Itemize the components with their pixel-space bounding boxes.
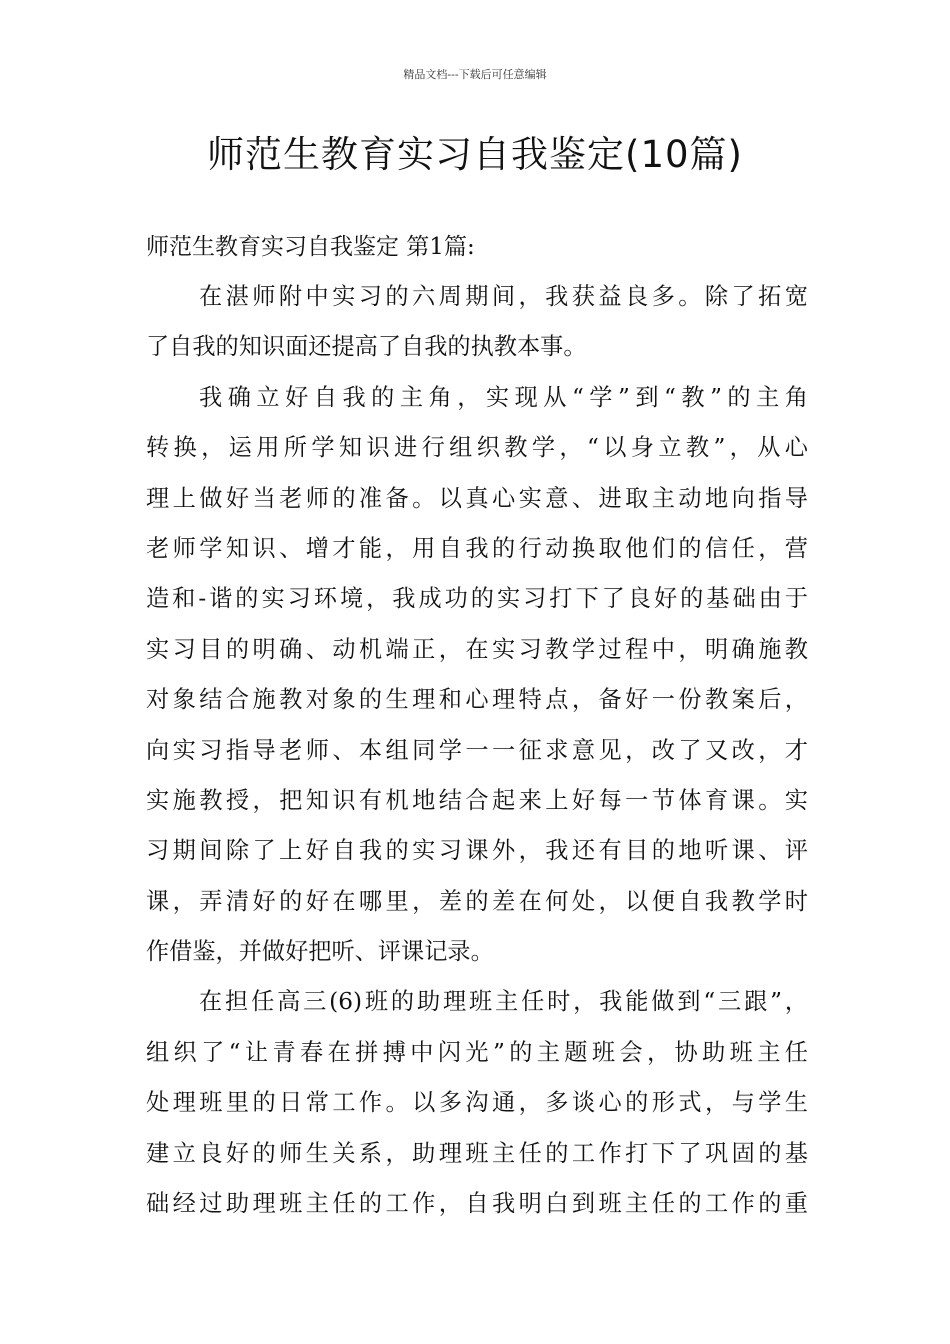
- text-line: 老师学知识、增才能，用自我的行动换取他们的信任，营: [146, 534, 808, 562]
- text-line: 我确立好自我的主角，实现从“学”到“教”的主角: [199, 383, 808, 411]
- text-line: 造和-谐的实习环境，我成功的实习打下了良好的基础由于: [146, 585, 808, 613]
- text-line: 实施教授，把知识有机地结合起来上好每一节体育课。实: [146, 786, 808, 814]
- text-line: 了自我的知识面还提高了自我的执教本事。: [146, 333, 587, 361]
- document-title: 师范生教育实习自我鉴定(10篇): [207, 133, 743, 176]
- body-text: [146, 272, 808, 1229]
- text-line: 习期间除了上好自我的实习课外，我还有目的地听课、评: [146, 837, 808, 865]
- text-line: 转换，运用所学知识进行组织教学，“以身立教”，从心: [146, 434, 808, 462]
- text-line: 建立良好的师生关系，助理班主任的工作打下了巩固的基: [146, 1139, 808, 1167]
- text-line: 向实习指导老师、本组同学一一征求意见，改了又改，才: [146, 736, 808, 764]
- text-line: 础经过助理班主任的工作，自我明白到班主任的工作的重: [146, 1190, 808, 1218]
- text-line: 组织了“让青春在拼搏中闪光”的主题班会，协助班主任: [146, 1038, 808, 1066]
- header-note: 精品文档---下载后可任意编辑: [403, 68, 547, 81]
- paragraph-2: [146, 373, 808, 978]
- text-line: 作借鉴，并做好把听、评课记录。: [146, 938, 494, 966]
- text-line: 理上做好当老师的准备。以真心实意、进取主动地向指导: [146, 484, 808, 512]
- paragraph-1: [146, 272, 808, 373]
- text-line: 在担任高三(6)班的助理班主任时，我能做到“三跟”，: [199, 988, 808, 1016]
- text-line: 在湛师附中实习的六周期间，我获益良多。除了拓宽: [199, 283, 808, 310]
- text-line: 课，弄清好的好在哪里，差的差在何处，以便自我教学时: [146, 887, 808, 915]
- section-heading: 师范生教育实习自我鉴定 第1篇:: [146, 234, 475, 260]
- text-line: 处理班里的日常工作。以多沟通，多谈心的形式，与学生: [146, 1089, 808, 1117]
- text-line: 实习目的明确、动机端正，在实习教学过程中，明确施教: [146, 635, 808, 663]
- text-line: 对象结合施教对象的生理和心理特点，备好一份教案后，: [146, 686, 808, 714]
- paragraph-3: [146, 977, 808, 1229]
